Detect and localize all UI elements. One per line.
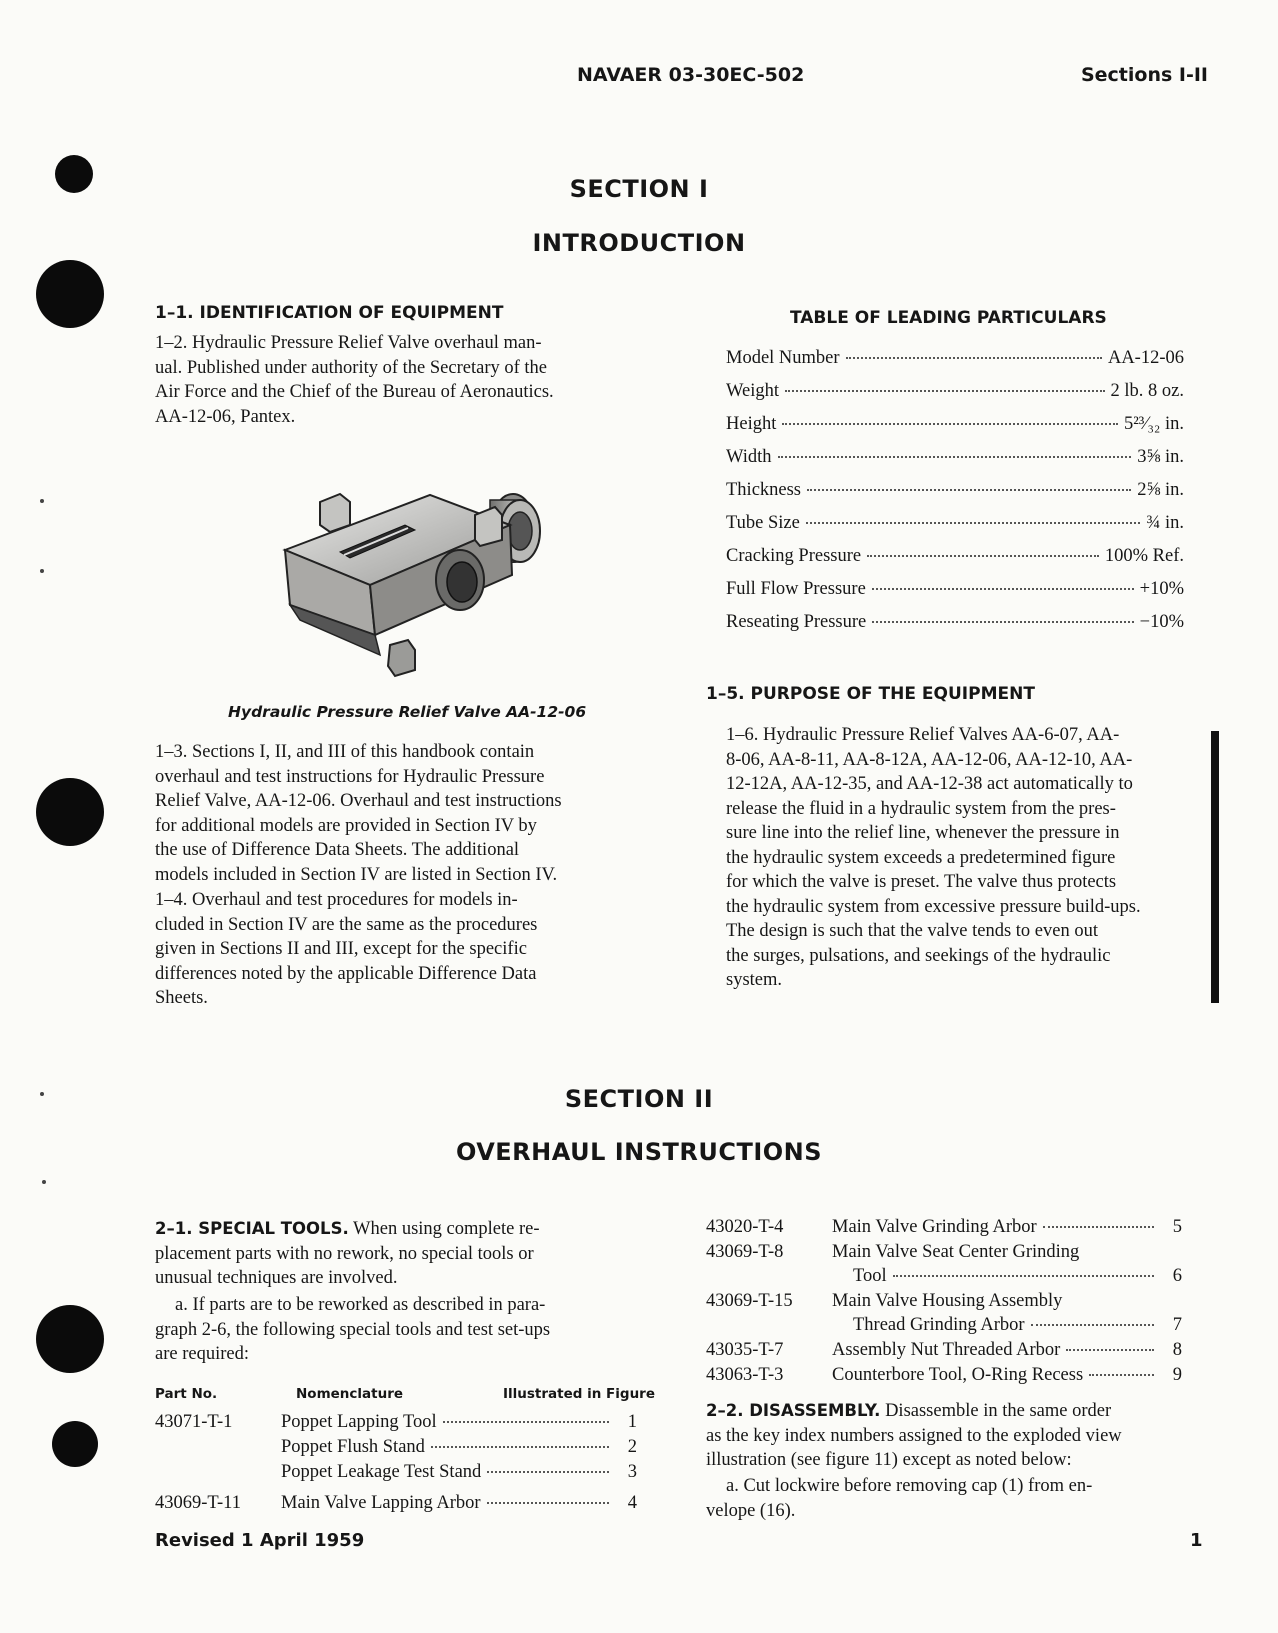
text-fragment: Disassemble in the same order [880,1401,1112,1421]
tool-row [155,1493,637,1514]
text-line: cluded in Section IV are the same as the procedures [155,914,538,935]
figure-number: 1 [627,1412,637,1432]
para-1-3 [155,740,657,887]
leading-particulars-title: TABLE OF LEADING PARTICULARS [790,308,1107,328]
purpose-text [726,723,1202,993]
purpose-heading: 1–5. PURPOSE OF THE EQUIPMENT [706,684,1035,704]
leader-dots [487,1502,609,1504]
binder-hole [36,260,104,328]
tool-row-continuation [853,1266,1182,1287]
row-value: 3⅝ in. [1137,447,1184,467]
text-line: 1–4. Overhaul and test procedures for models in- [155,890,518,910]
text-line: 1–6. Hydraulic Pressure Relief Valves AA-6-07, AA- [726,725,1120,745]
text-line: 8-06, AA-8-11, AA-8-12A, AA-12-06, AA-12-10, AA- [726,749,1133,770]
text-line: 12-12A, AA-12-35, and AA-12-38 act automatically to [726,774,1133,794]
text-line [706,1399,1182,1424]
leader-dots [431,1446,609,1448]
part-number: 43069-T-8 [706,1242,784,1262]
leading-row [726,612,1184,645]
leading-row [726,513,1184,546]
leading-row [726,480,1184,513]
leader-dots [846,357,1102,359]
col-nomenclature: Nomenclature [296,1386,404,1402]
row-label: Cracking Pressure [726,546,862,566]
col-figure: Illustrated in Figure [503,1386,655,1402]
text-line: velope (16). [706,1500,796,1521]
figure-number: 5 [1172,1217,1182,1237]
part-number: 43071-T-1 [155,1412,233,1432]
part-number: 43069-T-15 [706,1291,793,1311]
leader-dots [893,1275,1154,1277]
leader-dots [807,489,1131,491]
figure-caption: Hydraulic Pressure Relief Valve AA-12-06 [228,703,587,721]
tool-row [706,1217,1182,1238]
text-line: for additional models are provided in Section IV by [155,815,537,836]
text-line: The design is such that the valve tends to even out [726,921,1098,941]
text-line: a. Cut lockwire before removing cap (1) from en- [726,1476,1093,1496]
special-tools-heading: 2–1. SPECIAL TOOLS. [155,1219,349,1238]
text-line: models included in Section IV are listed in Section IV. [155,864,558,885]
disassembly-para-a [706,1474,1182,1523]
text-line: illustration (see figure 11) except as noted below: [706,1450,1072,1470]
row-label: Tube Size [726,513,800,533]
leading-row [726,381,1184,414]
special-tools-para-a [155,1293,657,1367]
text-line: Sheets. [155,988,208,1008]
leader-dots [872,621,1133,623]
section2-title: SECTION II [564,1085,714,1113]
speck [42,1180,46,1184]
figure-number: 2 [627,1437,637,1457]
leader-dots [782,423,1118,425]
text-line: system. [726,970,783,990]
text-line: differences noted by the applicable Difference Data [155,963,537,984]
leading-row [726,579,1184,612]
binder-hole [36,778,104,846]
row-label: Weight [726,381,779,401]
leader-dots [1089,1374,1154,1376]
leader-dots [487,1471,609,1473]
part-number: 43020-T-4 [706,1217,784,1237]
text-line: graph 2-6, the following special tools and test set-ups [155,1319,551,1340]
text-line: the hydraulic system from excessive pressure build-ups. [726,896,1141,917]
leader-dots [1043,1226,1154,1228]
tool-row [155,1462,637,1483]
figure-number: 8 [1172,1340,1182,1360]
binder-hole [52,1421,98,1467]
text-line: are required: [155,1344,249,1364]
valve-illustration [280,480,570,690]
tool-row [706,1340,1182,1361]
text-line: a. If parts are to be reworked as described in para- [175,1295,546,1315]
tool-name: Main Valve Housing Assembly [832,1291,1063,1311]
special-tools-text [155,1217,657,1291]
leader-dots [1031,1324,1154,1326]
row-value: 2⅝ in. [1137,480,1184,500]
part-number: 43063-T-3 [706,1365,784,1385]
row-value: +10% [1139,579,1184,599]
text-line: the hydraulic system exceeds a predetermined figure [726,847,1116,868]
disassembly-text [706,1399,1182,1473]
row-value: 2 lb. 8 oz. [1110,381,1184,401]
row-label: Width [726,447,772,467]
text-line: given in Sections II and III, except for the specific [155,939,527,959]
tool-row [155,1412,637,1433]
text-line: release the fluid in a hydraulic system from the pres- [726,798,1116,819]
tool-name: Poppet Flush Stand [281,1437,425,1457]
text-line: 1–3. Sections I, II, and III of this handbook contain [155,742,535,762]
text-line: Air Force and the Chief of the Bureau of Aeronautics. [155,382,554,402]
tool-name: Main Valve Grinding Arbor [832,1217,1037,1237]
tool-name: Poppet Lapping Tool [281,1412,437,1432]
tool-name: Assembly Nut Threaded Arbor [832,1340,1061,1360]
figure-number: 7 [1172,1315,1182,1335]
text-line: sure line into the relief line, whenever the pressure in [726,823,1120,843]
text-fragment: When using complete re- [348,1219,540,1239]
row-label: Model Number [726,348,840,368]
tool-name: Tool [853,1266,887,1286]
leader-dots [785,390,1105,392]
text-line: ual. Published under authority of the Secretary of the [155,357,547,378]
doc-number: NAVAER 03-30EC-502 [577,64,805,86]
text-line: Relief Valve, AA-12-06. Overhaul and test instructions [155,791,562,811]
part-number: 43069-T-11 [155,1493,241,1513]
revised-date: Revised 1 April 1959 [155,1530,365,1551]
leading-row [726,546,1184,579]
speck [40,569,44,573]
tool-row [706,1242,1182,1263]
leading-row [726,348,1184,381]
section1-subtitle: INTRODUCTION [532,229,746,257]
row-label: Full Flow Pressure [726,579,866,599]
identification-heading: 1–1. IDENTIFICATION OF EQUIPMENT [155,303,504,323]
tool-name: Poppet Leakage Test Stand [281,1462,482,1482]
section1-title: SECTION I [569,175,709,203]
tool-row [706,1365,1182,1386]
section2-subtitle: OVERHAUL INSTRUCTIONS [455,1138,823,1166]
text-line: AA-12-06, Pantex. [155,406,296,427]
para-1-4 [155,888,657,1011]
tool-name: Main Valve Lapping Arbor [281,1493,481,1513]
row-value: AA-12-06 [1107,348,1184,368]
text-line: placement parts with no rework, no special tools or [155,1243,534,1264]
tool-name: Thread Grinding Arbor [853,1315,1025,1335]
change-bar [1211,731,1219,1003]
tool-row [155,1437,637,1458]
leading-row [726,447,1184,480]
row-value: 100% Ref. [1104,546,1184,566]
row-value: −10% [1139,612,1184,632]
leading-row [726,414,1184,447]
leader-dots [1066,1349,1154,1351]
binder-hole [36,1305,104,1373]
text-line: overhaul and test instructions for Hydraulic Pressure [155,766,545,787]
disassembly-heading: 2–2. DISASSEMBLY. [706,1401,881,1420]
leader-dots [867,555,1099,557]
col-part-no: Part No. [155,1386,218,1402]
sections-label: Sections I-II [1080,64,1208,86]
figure-number: 3 [627,1462,637,1482]
text-line [155,1217,657,1242]
row-value: 5²³⁄₃₂ in. [1124,414,1184,434]
tool-name: Counterbore Tool, O-Ring Recess [832,1365,1084,1385]
text-line: for which the valve is preset. The valve thus protects [726,872,1117,892]
row-label: Reseating Pressure [726,612,867,632]
figure-number: 4 [627,1493,637,1513]
identification-text [155,331,657,429]
tool-row-continuation [853,1315,1182,1336]
speck [40,499,44,503]
leader-dots [806,522,1141,524]
text-line: the surges, pulsations, and seekings of the hydraulic [726,945,1111,966]
figure-number: 6 [1172,1266,1182,1286]
text-line: as the key index numbers assigned to the exploded view [706,1425,1122,1446]
leader-dots [443,1421,609,1423]
row-label: Thickness [726,480,802,500]
leader-dots [778,456,1132,458]
tool-name: Main Valve Seat Center Grinding [832,1242,1080,1262]
text-line: 1–2. Hydraulic Pressure Relief Valve overhaul man- [155,333,542,353]
page-number: 1 [1190,1530,1203,1551]
figure-number: 9 [1172,1365,1182,1385]
tool-row [706,1291,1182,1312]
row-label: Height [726,414,777,434]
leader-dots [872,588,1134,590]
row-value: ¾ in. [1146,513,1184,533]
part-number: 43035-T-7 [706,1340,784,1360]
text-line: unusual techniques are involved. [155,1268,398,1288]
text-line: the use of Difference Data Sheets. The additional [155,840,520,860]
